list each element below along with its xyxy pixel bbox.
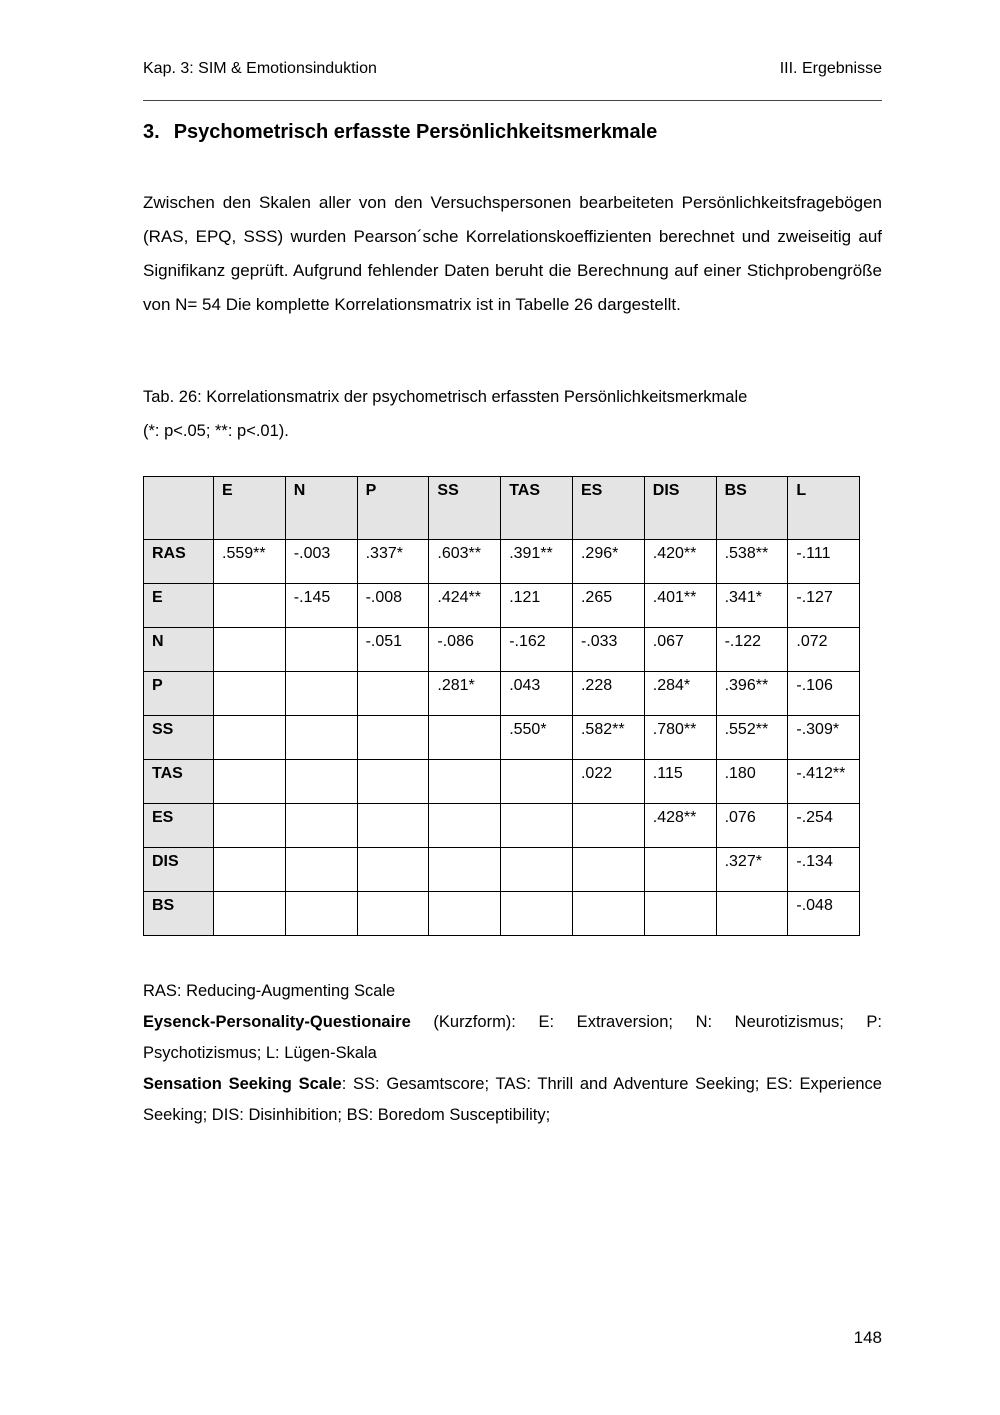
empty-cell xyxy=(214,848,286,892)
correlation-cell: -.162 xyxy=(501,628,573,672)
correlation-cell: -.134 xyxy=(788,848,860,892)
empty-cell xyxy=(429,804,501,848)
empty-cell xyxy=(429,760,501,804)
correlation-cell: -.412** xyxy=(788,760,860,804)
correlation-cell: .180 xyxy=(716,760,788,804)
empty-cell xyxy=(501,804,573,848)
column-header: E xyxy=(214,477,286,540)
correlation-cell: -.003 xyxy=(285,540,357,584)
empty-cell xyxy=(572,848,644,892)
table-caption-line2: (*: p<.05; **: p<.01). xyxy=(143,422,289,440)
empty-cell xyxy=(716,892,788,936)
correlation-cell: .391** xyxy=(501,540,573,584)
page-number: 148 xyxy=(853,1328,882,1347)
note-line xyxy=(143,976,882,1007)
row-header: SS xyxy=(144,716,214,760)
correlation-cell: -.048 xyxy=(788,892,860,936)
correlation-cell: .022 xyxy=(572,760,644,804)
row-header: P xyxy=(144,672,214,716)
correlation-cell: -.127 xyxy=(788,584,860,628)
row-header: E xyxy=(144,584,214,628)
empty-cell xyxy=(357,672,429,716)
correlation-cell: .582** xyxy=(572,716,644,760)
correlation-cell: .552** xyxy=(716,716,788,760)
correlation-cell: -.309* xyxy=(788,716,860,760)
table-row xyxy=(144,716,860,760)
correlation-cell: .401** xyxy=(644,584,716,628)
table-row xyxy=(144,892,860,936)
correlation-cell: .424** xyxy=(429,584,501,628)
empty-cell xyxy=(214,804,286,848)
correlation-cell: .341* xyxy=(716,584,788,628)
correlation-cell: .327* xyxy=(716,848,788,892)
row-header: DIS xyxy=(144,848,214,892)
note-line xyxy=(143,1069,882,1131)
correlation-cell: -.254 xyxy=(788,804,860,848)
empty-cell xyxy=(572,892,644,936)
table-caption-line1: Tab. 26: Korrelationsmatrix der psychometrisch erfassten Persönlichkeitsmerkmale xyxy=(143,388,748,406)
correlation-cell: -.122 xyxy=(716,628,788,672)
empty-cell xyxy=(214,584,286,628)
correlation-cell: .559** xyxy=(214,540,286,584)
table-caption xyxy=(143,380,882,448)
empty-cell xyxy=(285,892,357,936)
correlation-cell: .420** xyxy=(644,540,716,584)
column-header: P xyxy=(357,477,429,540)
correlation-cell: .265 xyxy=(572,584,644,628)
note-segment: Eysenck-Personality-Questionaire xyxy=(143,1013,411,1031)
column-header: DIS xyxy=(644,477,716,540)
note-line xyxy=(143,1007,882,1069)
table-row xyxy=(144,804,860,848)
notes xyxy=(143,976,882,1131)
empty-cell xyxy=(572,804,644,848)
corner-cell xyxy=(144,477,214,540)
correlation-cell: .296* xyxy=(572,540,644,584)
empty-cell xyxy=(357,892,429,936)
note-segment: : SS: Gesamtscore; TAS: Thrill and Adventure Seeking; ES: Experience Seeking; DIS: Disinhibition; BS: Boredom Susceptibility; xyxy=(143,1075,882,1124)
table-row xyxy=(144,848,860,892)
section-heading xyxy=(143,121,882,144)
empty-cell xyxy=(644,892,716,936)
empty-cell xyxy=(357,716,429,760)
row-header: ES xyxy=(144,804,214,848)
empty-cell xyxy=(357,848,429,892)
note-segment: RAS: Reducing-Augmenting Scale xyxy=(143,982,396,1000)
header-left: Kap. 3: SIM & Emotionsinduktion xyxy=(143,60,377,77)
table-row xyxy=(144,584,860,628)
correlation-matrix-table xyxy=(143,476,860,936)
empty-cell xyxy=(285,628,357,672)
empty-cell xyxy=(285,672,357,716)
column-header: N xyxy=(285,477,357,540)
note-segment: (Kurzform): E: Extraversion; N: Neurotizismus; P: Psychotizismus; L: Lügen-Skala xyxy=(143,1013,882,1062)
correlation-cell: .043 xyxy=(501,672,573,716)
correlation-cell: .337* xyxy=(357,540,429,584)
column-header: SS xyxy=(429,477,501,540)
empty-cell xyxy=(429,716,501,760)
table-row xyxy=(144,628,860,672)
header-right: III. Ergebnisse xyxy=(779,60,882,77)
correlation-cell: .284* xyxy=(644,672,716,716)
empty-cell xyxy=(214,628,286,672)
correlation-cell: -.111 xyxy=(788,540,860,584)
empty-cell xyxy=(214,760,286,804)
row-header: RAS xyxy=(144,540,214,584)
correlation-cell: -.145 xyxy=(285,584,357,628)
empty-cell xyxy=(214,892,286,936)
section-number: 3. xyxy=(143,121,160,143)
row-header: BS xyxy=(144,892,214,936)
correlation-cell: .780** xyxy=(644,716,716,760)
empty-cell xyxy=(285,804,357,848)
correlation-cell: .115 xyxy=(644,760,716,804)
correlation-cell: .396** xyxy=(716,672,788,716)
table-row xyxy=(144,672,860,716)
column-header: ES xyxy=(572,477,644,540)
correlation-cell: -.051 xyxy=(357,628,429,672)
correlation-cell: .550* xyxy=(501,716,573,760)
empty-cell xyxy=(501,848,573,892)
empty-cell xyxy=(285,848,357,892)
row-header: TAS xyxy=(144,760,214,804)
correlation-cell: -.106 xyxy=(788,672,860,716)
column-header: L xyxy=(788,477,860,540)
empty-cell xyxy=(501,760,573,804)
empty-cell xyxy=(429,892,501,936)
page-header xyxy=(143,60,882,101)
correlation-cell: .281* xyxy=(429,672,501,716)
correlation-cell: .072 xyxy=(788,628,860,672)
empty-cell xyxy=(357,760,429,804)
section-title: Psychometrisch erfasste Persönlichkeitsmerkmale xyxy=(173,121,658,143)
empty-cell xyxy=(429,848,501,892)
empty-cell xyxy=(214,672,286,716)
matrix-header-row xyxy=(144,477,860,540)
correlation-cell: -.086 xyxy=(429,628,501,672)
column-header: BS xyxy=(716,477,788,540)
correlation-cell: .076 xyxy=(716,804,788,848)
empty-cell xyxy=(214,716,286,760)
table-row xyxy=(144,760,860,804)
correlation-cell: .603** xyxy=(429,540,501,584)
column-header: TAS xyxy=(501,477,573,540)
correlation-cell: -.008 xyxy=(357,584,429,628)
correlation-cell: .538** xyxy=(716,540,788,584)
empty-cell xyxy=(501,892,573,936)
correlation-cell: .228 xyxy=(572,672,644,716)
empty-cell xyxy=(644,848,716,892)
row-header: N xyxy=(144,628,214,672)
empty-cell xyxy=(285,760,357,804)
empty-cell xyxy=(285,716,357,760)
correlation-cell: -.033 xyxy=(572,628,644,672)
empty-cell xyxy=(357,804,429,848)
correlation-cell: .428** xyxy=(644,804,716,848)
correlation-cell: .067 xyxy=(644,628,716,672)
matrix-body xyxy=(144,540,860,936)
note-segment: Sensation Seeking Scale xyxy=(143,1075,342,1093)
correlation-cell: .121 xyxy=(501,584,573,628)
body-paragraph: Zwischen den Skalen aller von den Versuchspersonen bearbeiteten Persönlichkeitsfragebögen (RAS, EPQ, SSS) wurden Pearson´sche Korrelationskoeffizienten berechnet und zweiseitig auf Signifikanz geprüft. Aufgrund fehlender Daten beruht die Berechnung auf einer Stichprobengröße von N= 54 Die komplette Korrelationsmatrix ist in Tabelle 26 dargestellt. xyxy=(143,193,882,314)
table-row xyxy=(144,540,860,584)
